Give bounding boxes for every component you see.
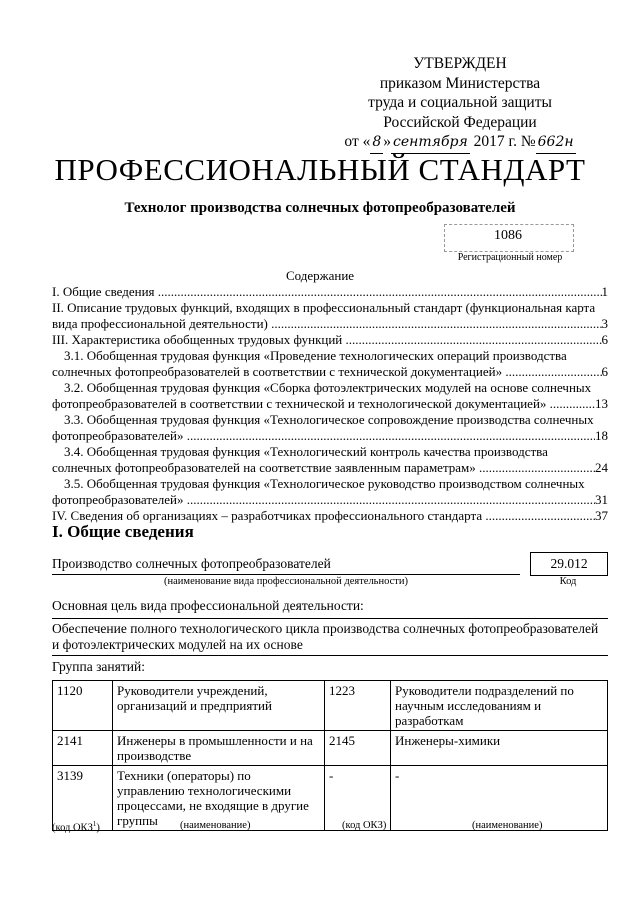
footer-caption: (наименование) <box>180 820 251 831</box>
okz-name: - <box>391 766 608 831</box>
registration-label: Регистрационный номер <box>457 252 563 263</box>
toc-item[interactable]: 3.2. Обобщенная трудовая функция «Сборка фотоэлектрических модулей на основе солнечных <box>64 380 592 395</box>
approval-line: Российской Федерации <box>383 113 537 131</box>
okz-code: 2141 <box>53 731 113 766</box>
group-label: Группа занятий: <box>52 659 145 674</box>
toc-item-cont[interactable]: солнечных фотопреобразователей на соответствие заявленным параметрам» ..... 24 <box>52 460 608 476</box>
toc-item[interactable]: IV. Сведения об организациях – разработчиках профессионального стандарта ..... 37 <box>52 508 608 524</box>
okz-name: Техники (операторы) по управлению технологическими процессами, не входящие в другие группы <box>113 766 325 831</box>
approval-title: УТВЕРЖДЕН <box>413 55 507 72</box>
toc-item[interactable]: I. Общие сведения ..... 1 <box>52 284 608 300</box>
okz-code: 1120 <box>53 681 113 731</box>
goal-label: Основная цель вида профессиональной деятельности: <box>52 598 364 613</box>
handwritten-month: сентября <box>391 133 470 154</box>
okz-code: 1223 <box>325 681 391 731</box>
toc-item[interactable]: 3.3. Обобщенная трудовая функция «Технологическое сопровождение производства солнечных <box>64 412 594 427</box>
okz-code: - <box>325 766 391 831</box>
toc-item[interactable]: 3.1. Обобщенная трудовая функция «Проведение технологических операций производства <box>64 348 567 363</box>
occupation-groups-table <box>52 680 608 831</box>
table-row <box>53 731 608 766</box>
page-title: ПРОФЕССИОНАЛЬНЫЙ СТАНДАРТ <box>54 152 586 187</box>
toc-item[interactable]: II. Описание трудовых функций, входящих в профессиональный стандарт (функциональная карта вида профессиональной деятельности) ..... 3 <box>52 300 608 332</box>
okz-name: Руководители подразделений по научным исследованиям и разработкам <box>391 681 608 731</box>
toc-item[interactable]: 3.4. Обобщенная трудовая функция «Технологический контроль качества производства <box>64 444 548 459</box>
toc-item-cont[interactable]: фотопреобразователей в соответствии с технической и технологической документацией» ..... 13 <box>52 396 608 412</box>
handwritten-number: 662н <box>536 133 576 154</box>
toc-title: Содержание <box>285 268 355 283</box>
approval-line: труда и социальной защиты <box>368 94 552 111</box>
activity-caption: (наименование вида профессиональной деятельности) <box>164 576 408 587</box>
activity-name: Производство солнечных фотопреобразователей <box>52 556 520 575</box>
toc-item[interactable]: 3.5. Обобщенная трудовая функция «Технологическое руководство производством солнечных <box>64 476 585 491</box>
code-caption: Код <box>559 576 577 587</box>
footer-caption: (код ОКЗ$^1$) <box>52 820 100 834</box>
goal-text: Обеспечение полного технологического цикла производства солнечных фотопреобразователей и фотоэлектрических модулей на их основе <box>52 618 608 656</box>
okz-code: 3139 <box>53 766 113 831</box>
approval-line: приказом Министерства <box>379 74 541 92</box>
handwritten-day: 8 <box>370 133 383 154</box>
okz-name: Руководители учреждений, организаций и предприятий <box>113 681 325 731</box>
toc-item-cont[interactable]: фотопреобразователей» ..... 18 <box>52 428 608 444</box>
okz-name: Инженеры-химики <box>391 731 608 766</box>
section-heading: I. Общие сведения <box>52 522 194 541</box>
registration-number: 1086 <box>494 228 522 243</box>
activity-code: 29.012 <box>530 552 608 576</box>
okz-code: 2145 <box>325 731 391 766</box>
page-subtitle: Технолог производства солнечных фотопреобразователей <box>124 200 516 216</box>
footer-caption: (код ОКЗ) <box>342 820 387 831</box>
okz-name: Инженеры в промышленности и на производстве <box>113 731 325 766</box>
table-row <box>53 681 608 731</box>
toc-item-cont[interactable]: солнечных фотопреобразователей в соответствии с технической документацией» ..... 6 <box>52 364 608 380</box>
approval-block <box>340 54 580 154</box>
approval-date: от « 8 » сентября 2017 г. № 662н <box>340 132 580 154</box>
toc-item[interactable]: III. Характеристика обобщенных трудовых функций ..... 6 <box>52 332 608 348</box>
toc-item-cont[interactable]: фотопреобразователей» ..... 31 <box>52 492 608 508</box>
footer-caption: (наименование) <box>472 820 543 831</box>
